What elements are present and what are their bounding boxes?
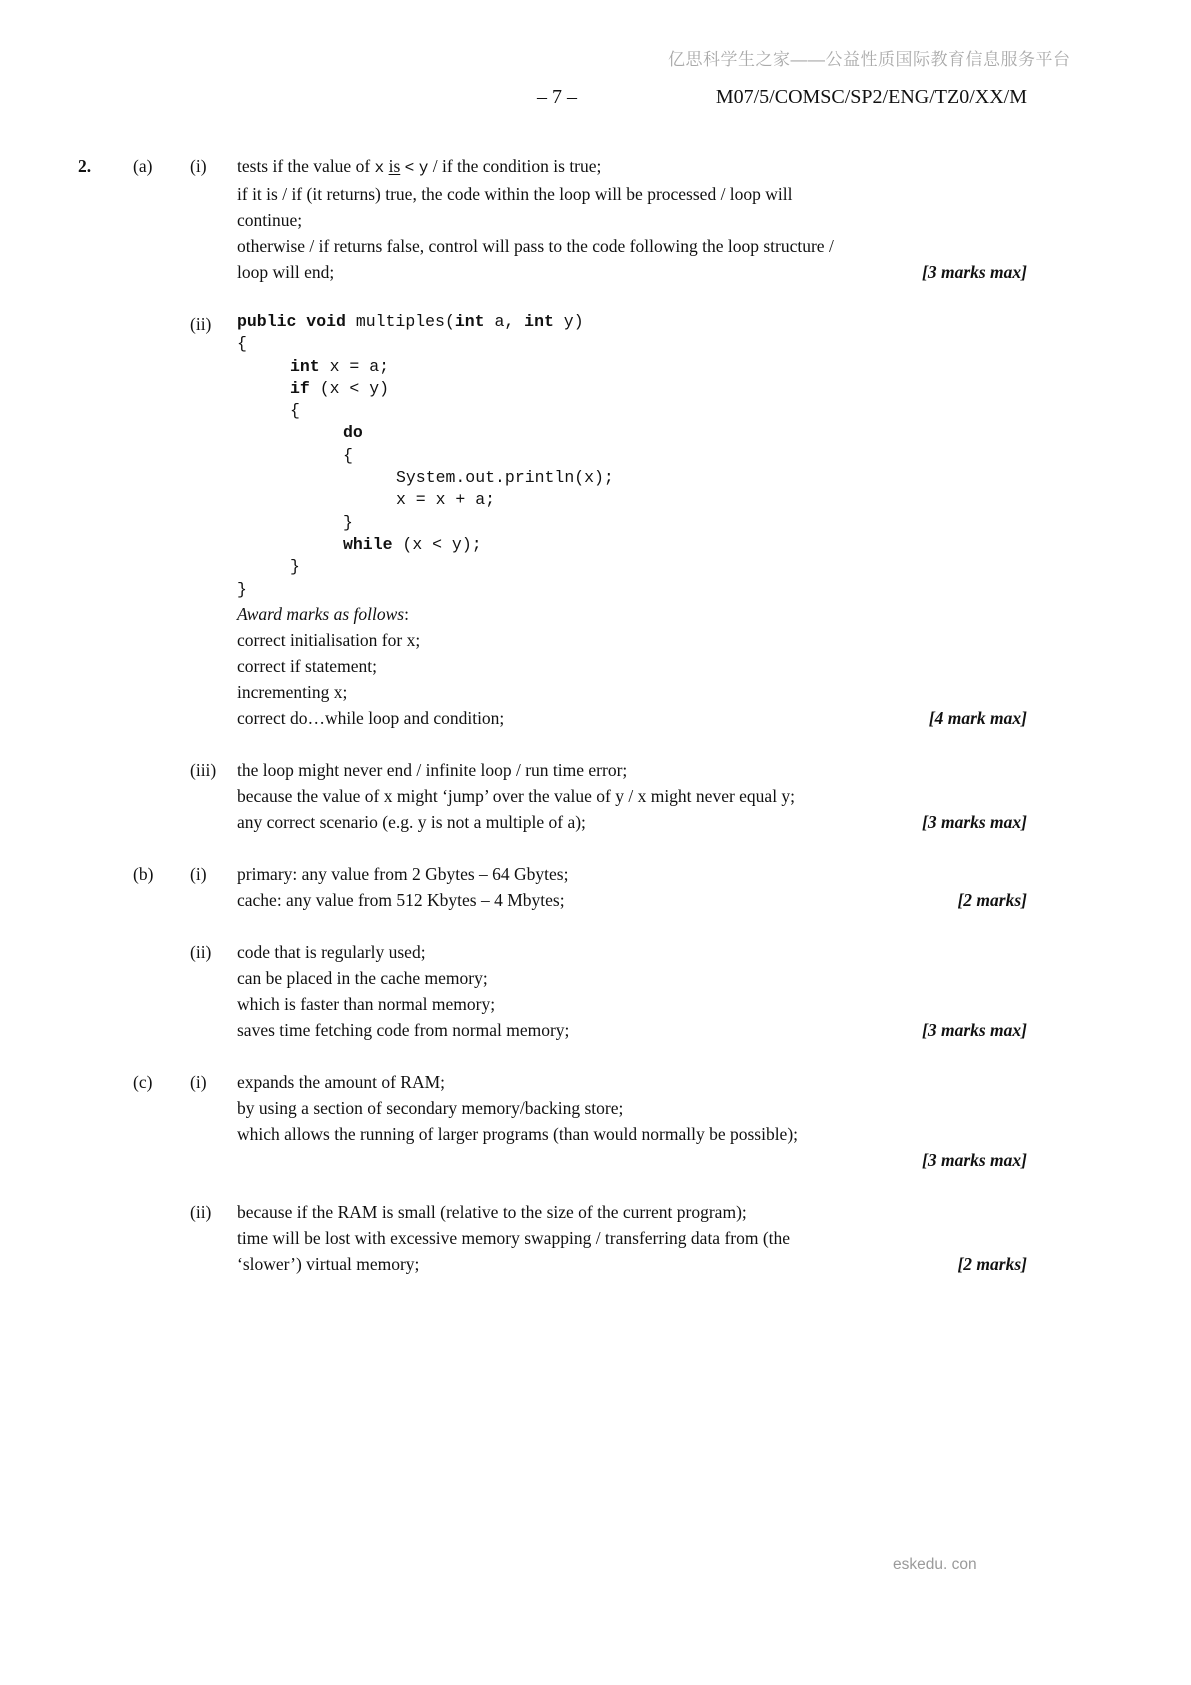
text-segment: Award marks as follows <box>237 603 405 624</box>
code-line <box>237 445 1027 467</box>
answer-block <box>78 939 1027 1043</box>
roman-label: (ii) <box>190 941 212 962</box>
text-segment: because if the RAM is small (relative to the size of the current program); <box>237 1201 747 1222</box>
text-segment: can be placed in the cache memory; <box>237 967 488 988</box>
answer-body <box>237 861 1027 913</box>
answer-text <box>237 679 347 705</box>
answer-text <box>237 965 488 991</box>
text-segment: time will be lost with excessive memory swapping / transferring data from (the <box>237 1227 791 1248</box>
answer-line <box>237 965 1027 991</box>
text-segment: is <box>388 156 401 176</box>
text-segment: (x < y) <box>309 378 390 398</box>
answer-line <box>237 181 1027 207</box>
text-segment: a, <box>484 312 525 331</box>
text-segment: which allows the running of larger programs (than would normally be possible); <box>237 1123 799 1144</box>
answer-text <box>237 1017 569 1043</box>
answer-line <box>237 1121 1027 1147</box>
text-segment: x = x + a; <box>396 490 496 510</box>
answer-line <box>237 1147 1027 1173</box>
text-segment: int <box>290 356 320 376</box>
answer-line <box>237 783 1027 809</box>
text-segment: y <box>418 159 429 177</box>
answer-line <box>237 233 1027 259</box>
answer-line <box>237 627 1027 653</box>
text-segment: do <box>343 423 363 443</box>
answer-line <box>237 1095 1027 1121</box>
text-segment: / if the condition is true; <box>428 156 602 176</box>
answer-line <box>237 1017 1027 1043</box>
answer-text <box>237 1251 419 1277</box>
answer-line <box>237 887 1027 913</box>
text-segment: tests if the value of <box>237 156 375 176</box>
text-segment: int <box>454 312 485 331</box>
roman-label: (ii) <box>190 314 212 334</box>
text-segment: } <box>343 512 353 532</box>
text-segment: { <box>343 445 353 465</box>
answer-text <box>237 153 601 181</box>
roman-label: (iii) <box>190 759 217 780</box>
text-segment: loop will end; <box>237 262 335 282</box>
page-number: – 7 – <box>537 86 577 108</box>
text-segment: if it is / if (it returns) true, the code within the loop will be processed / loop will <box>237 184 793 204</box>
answer-text <box>237 809 586 835</box>
code-line <box>237 311 1027 333</box>
answer-text <box>237 1069 445 1095</box>
text-segment: which is faster than normal memory; <box>237 993 496 1014</box>
code-block <box>237 311 1027 601</box>
answer-text <box>237 861 568 887</box>
answer-body <box>237 757 1027 835</box>
answer-block <box>78 153 1027 285</box>
code-line <box>237 356 1027 378</box>
text-segment: int <box>524 312 554 331</box>
answer-text <box>237 233 834 259</box>
answer-line <box>237 679 1027 705</box>
roman-label: (i) <box>190 863 207 884</box>
answer-line <box>237 153 1027 181</box>
answer-line <box>237 207 1027 233</box>
text-segment: the loop might never end / infinite loop / run time error; <box>237 759 628 780</box>
answer-body <box>237 1069 1027 1173</box>
answer-block <box>78 1199 1027 1277</box>
text-segment: correct initialisation for x; <box>237 629 421 650</box>
answer-text <box>237 207 302 233</box>
answer-line <box>237 991 1027 1017</box>
code-line <box>237 534 1027 556</box>
question-2-content <box>78 153 1027 1277</box>
answer-line <box>237 809 1027 835</box>
answer-text <box>237 1095 623 1121</box>
text-segment: { <box>237 334 247 354</box>
text-segment: by using a section of secondary memory/backing store; <box>237 1097 624 1118</box>
text-segment: because the value of x might ‘jump’ over the value of y / x might never equal y; <box>237 785 796 806</box>
text-segment: } <box>290 557 300 577</box>
text-segment: x = a; <box>319 356 390 376</box>
text-segment: expands the amount of RAM; <box>237 1071 446 1092</box>
roman-label: (i) <box>190 156 207 176</box>
code-line <box>237 467 1027 489</box>
text-segment: any correct scenario (e.g. y is not a multiple of a); <box>237 811 586 832</box>
answer-text <box>237 1199 747 1225</box>
answer-text <box>237 627 420 653</box>
text-segment: System.out.println(x); <box>396 468 614 488</box>
answer-block <box>78 1069 1027 1173</box>
text-segment: while <box>343 534 393 554</box>
part-label: (a) <box>133 156 153 176</box>
text-segment: cache: any value from 512 Kbytes – 4 Mbytes; <box>237 889 565 910</box>
answer-block <box>78 861 1027 913</box>
answer-line <box>237 1251 1027 1277</box>
marks-annotation: [3 marks max] <box>922 1019 1027 1040</box>
text-segment: saves time fetching code from normal memory; <box>237 1019 570 1040</box>
answer-text <box>237 1121 798 1147</box>
answer-body <box>237 311 1027 731</box>
answer-block <box>78 757 1027 835</box>
text-segment: continue; <box>237 210 303 230</box>
text-segment: correct do…while loop and condition; <box>237 707 505 728</box>
answer-body <box>237 153 1027 285</box>
code-line <box>237 400 1027 422</box>
answer-text <box>237 783 795 809</box>
answer-text <box>237 939 426 965</box>
answer-text <box>237 601 409 627</box>
marks-annotation: [3 marks max] <box>922 262 1027 282</box>
code-line <box>237 422 1027 444</box>
code-line <box>237 556 1027 578</box>
answer-line <box>237 705 1027 731</box>
part-label: (c) <box>133 1071 153 1092</box>
part-label: (b) <box>133 863 154 884</box>
answer-text <box>237 887 565 913</box>
marks-annotation: [2 marks] <box>957 889 1027 910</box>
text-segment: if <box>290 378 310 398</box>
platform-watermark: 亿思科学生之家——公益性质国际教育信息服务平台 <box>668 50 1071 69</box>
answer-line <box>237 653 1027 679</box>
answer-line <box>237 1225 1027 1251</box>
text-segment: (x < y); <box>392 534 482 554</box>
answer-body <box>237 1199 1027 1277</box>
answer-line <box>237 1069 1027 1095</box>
answer-text <box>237 991 495 1017</box>
text-segment: y) <box>553 312 584 331</box>
marks-annotation: [2 marks] <box>957 1253 1027 1274</box>
roman-label: (i) <box>190 1071 207 1092</box>
text-segment: : <box>404 603 409 624</box>
marks-annotation: [3 marks max] <box>922 1149 1027 1170</box>
answer-line <box>237 1199 1027 1225</box>
marks-annotation: [3 marks max] <box>922 811 1027 832</box>
code-line <box>237 579 1027 601</box>
answer-text <box>237 757 627 783</box>
answer-text <box>237 259 334 285</box>
answer-line <box>237 259 1027 285</box>
answer-text <box>237 181 793 207</box>
text-segment: multiples( <box>345 312 455 331</box>
roman-label: (ii) <box>190 1201 212 1222</box>
text-segment: code that is regularly used; <box>237 941 426 962</box>
answer-text <box>237 705 504 731</box>
answer-block <box>78 311 1027 731</box>
text-segment: ‘slower’) virtual memory; <box>237 1253 420 1274</box>
answer-text <box>237 1225 790 1251</box>
text-segment: x <box>374 159 385 177</box>
answer-text <box>237 653 377 679</box>
marks-annotation: [4 mark max] <box>928 707 1027 728</box>
text-segment: correct if statement; <box>237 655 377 676</box>
answer-line <box>237 939 1027 965</box>
code-line <box>237 512 1027 534</box>
text-segment: incrementing x; <box>237 681 348 702</box>
question-number: 2. <box>78 156 92 176</box>
text-segment: otherwise / if returns false, control will pass to the code following the loop structure / <box>237 236 834 256</box>
answer-body <box>237 939 1027 1043</box>
answer-line <box>237 861 1027 887</box>
answer-line <box>237 757 1027 783</box>
code-line <box>237 333 1027 355</box>
text-segment: } <box>237 579 247 599</box>
code-line <box>237 378 1027 400</box>
text-segment: { <box>290 401 300 421</box>
answer-line <box>237 601 1027 627</box>
text-segment: < <box>404 159 415 177</box>
text-segment: primary: any value from 2 Gbytes – 64 Gbytes; <box>237 863 569 884</box>
paper-code: M07/5/COMSC/SP2/ENG/TZ0/XX/M <box>715 86 1027 108</box>
code-line <box>237 489 1027 511</box>
text-segment: public void <box>237 312 346 331</box>
footer-watermark: eskedu. con <box>893 1556 977 1573</box>
